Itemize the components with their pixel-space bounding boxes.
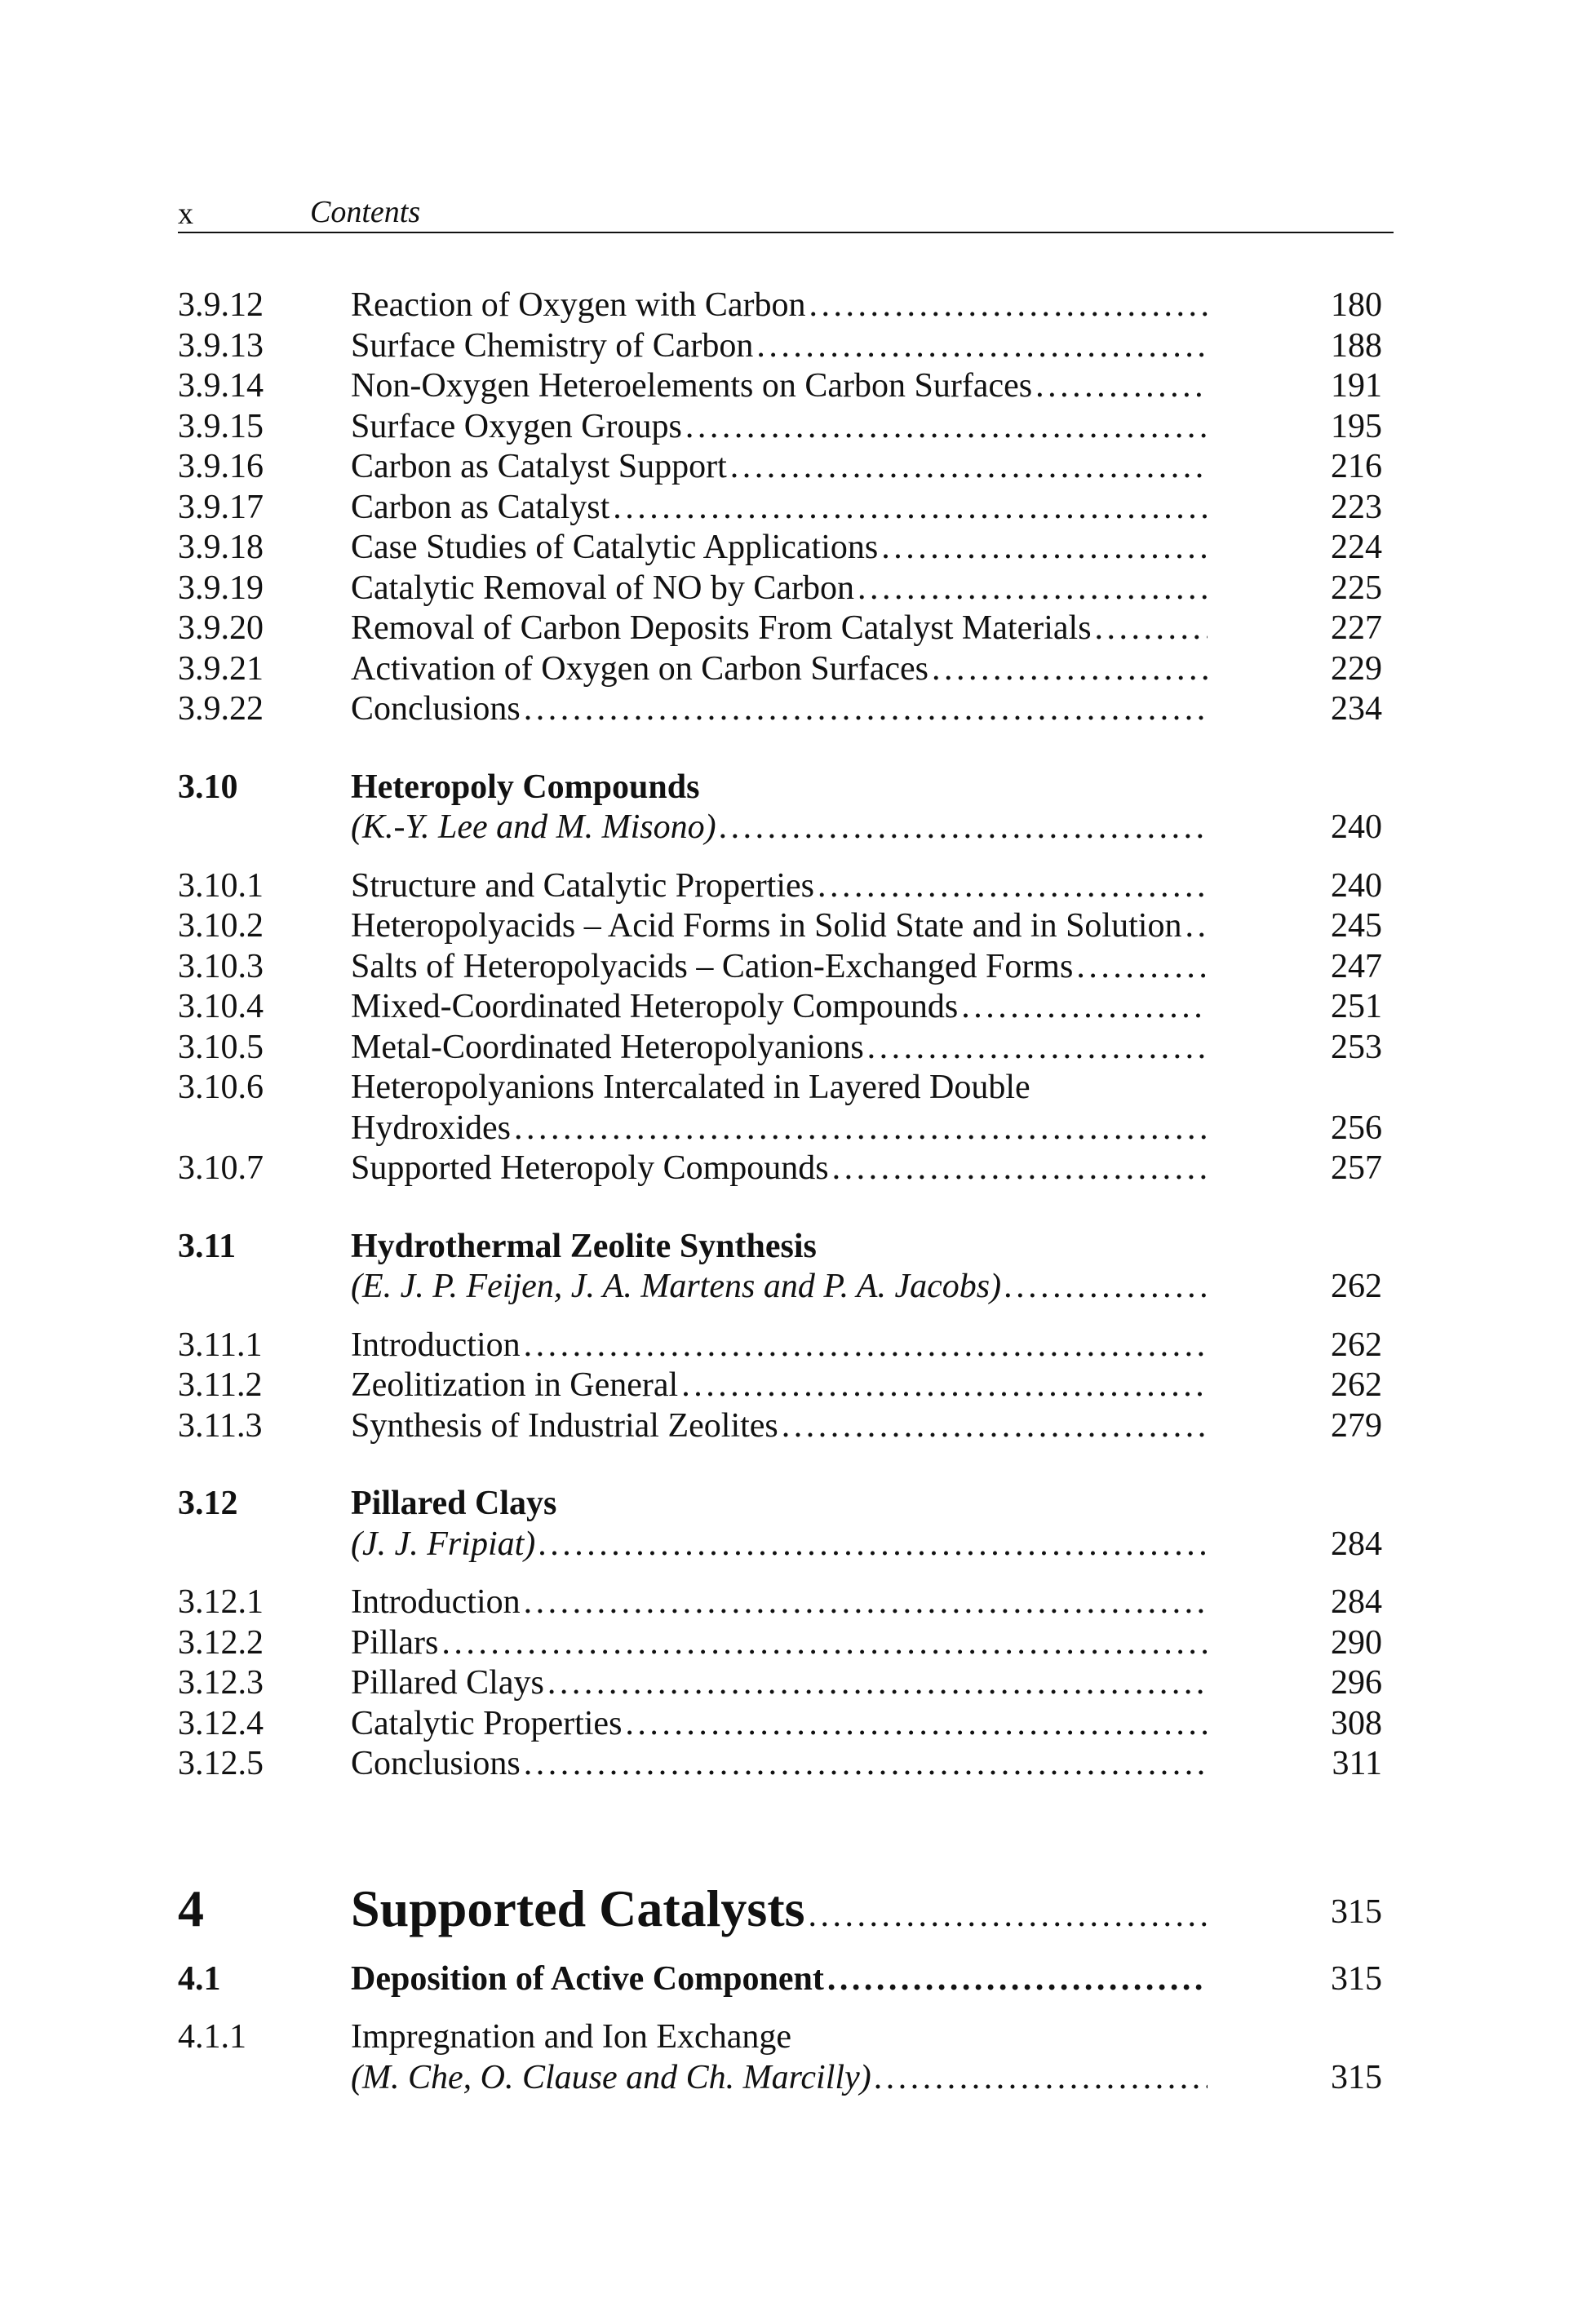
toc-entry: 3.11.3 Synthesis of Industrial Zeolites . . . 279 xyxy=(178,1406,1402,1447)
section-heading: 3.12 Pillared Clays xyxy=(178,1485,557,1522)
running-title: Contents xyxy=(310,195,421,229)
toc-entry: 3.10.2 Heteropolyacids – Acid Forms in Solid State and in Solution . . . 245 xyxy=(178,906,1402,947)
toc-entry: 3.12.4 Catalytic Properties . . . 308 xyxy=(178,1704,1402,1745)
toc-entry: 3.11.2 Zeolitization in General . . . 262 xyxy=(178,1366,1402,1406)
toc-entry: 4.1.1 Impregnation and Ion Exchange xyxy=(178,2018,791,2056)
section-authors: (K.-Y. Lee and M. Misono) . . . 240 xyxy=(178,808,1402,848)
section-heading: 3.11 Hydrothermal Zeolite Synthesis xyxy=(178,1227,817,1265)
toc-entry: 3.10.3 Salts of Heteropolyacids – Cation-Exchanged Forms . . . 247 xyxy=(178,947,1402,988)
toc-entry: 3.9.18 Case Studies of Catalytic Applications . . . 224 xyxy=(178,528,1402,569)
page-numeral: x xyxy=(178,197,193,231)
toc-entry: 3.9.14 Non-Oxygen Heteroelements on Carbon Surfaces . . . 191 xyxy=(178,366,1402,407)
toc-entry: 3.10.4 Mixed-Coordinated Heteropoly Compounds . . . 251 xyxy=(178,987,1402,1028)
running-header xyxy=(178,194,1394,233)
section-authors: (M. Che, O. Clause and Ch. Marcilly) . . . 315 xyxy=(178,2058,1402,2099)
toc-entry: 3.12.2 Pillars . . . 290 xyxy=(178,1623,1402,1664)
toc-entry: 3.9.19 Catalytic Removal of NO by Carbon . . . 225 xyxy=(178,569,1402,609)
toc-entry: 3.9.15 Surface Oxygen Groups . . . 195 xyxy=(178,407,1402,448)
toc-entry: 3.10.5 Metal-Coordinated Heteropolyanions . . . 253 xyxy=(178,1028,1402,1069)
table-of-contents xyxy=(178,286,1402,2098)
section-authors: (E. J. P. Feijen, J. A. Martens and P. A. Jacobs) . . . 262 xyxy=(178,1267,1402,1308)
toc-entry: 3.12.5 Conclusions . . . 311 xyxy=(178,1744,1402,1785)
toc-entry: 3.12.3 Pillared Clays . . . 296 xyxy=(178,1663,1402,1704)
toc-entry: 3.9.12 Reaction of Oxygen with Carbon . . . 180 xyxy=(178,286,1402,326)
toc-entry: 3.10.1 Structure and Catalytic Properties . . . 240 xyxy=(178,866,1402,907)
section-heading: 3.10 Heteropoly Compounds xyxy=(178,768,700,806)
toc-entry: 3.9.16 Carbon as Catalyst Support . . . 216 xyxy=(178,447,1402,488)
toc-entry: 3.9.17 Carbon as Catalyst . . . 223 xyxy=(178,488,1402,529)
section-heading: 4.1 Deposition of Active Component . . . 315 xyxy=(178,1959,1402,2000)
toc-entry: 3.11.1 Introduction . . . 262 xyxy=(178,1326,1402,1366)
toc-entry: 3.9.21 Activation of Oxygen on Carbon Surfaces . . . 229 xyxy=(178,649,1402,690)
section-authors: (J. J. Fripiat) . . . 284 xyxy=(178,1525,1402,1565)
chapter-heading: 4 Supported Catalysts . . . 315 xyxy=(178,1860,1402,1941)
toc-entry: 3.12.1 Introduction . . . 284 xyxy=(178,1583,1402,1623)
toc-entry: 3.9.20 Removal of Carbon Deposits From Catalyst Materials . . . 227 xyxy=(178,609,1402,649)
toc-entry: 3.9.22 Conclusions . . . 234 xyxy=(178,689,1402,730)
toc-entry-continued: Hydroxides . . . 256 xyxy=(178,1109,1402,1149)
toc-entry: 3.10.6 Heteropolyanions Intercalated in Layered Double xyxy=(178,1069,1030,1106)
toc-entry: 3.10.7 Supported Heteropoly Compounds . . . 257 xyxy=(178,1149,1402,1189)
toc-entry: 3.9.13 Surface Chemistry of Carbon . . . 188 xyxy=(178,326,1402,367)
